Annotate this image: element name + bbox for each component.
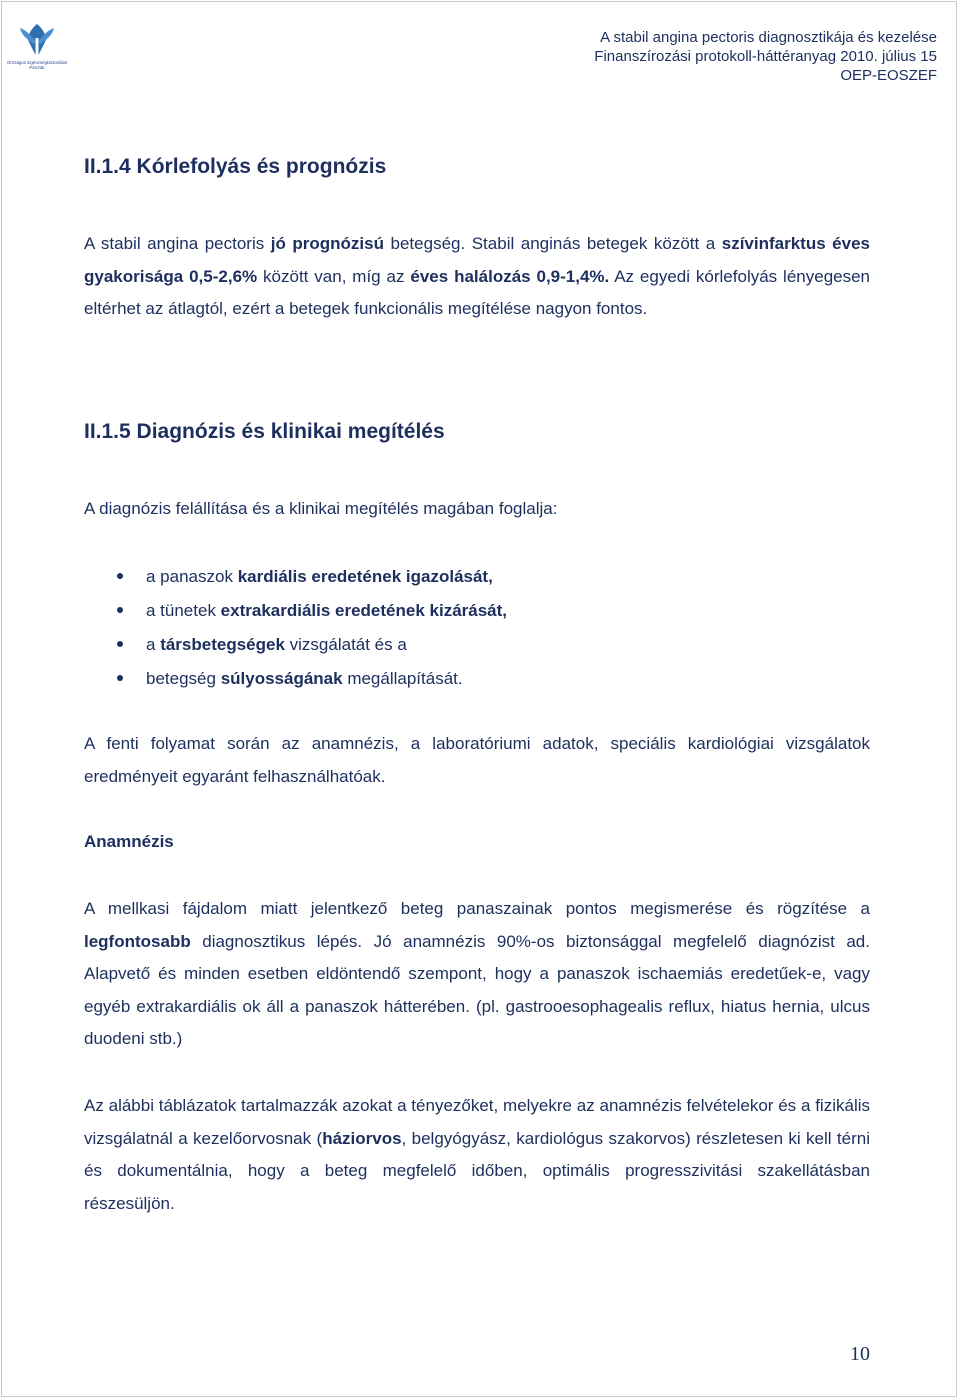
bold-run: legfontosabb: [84, 931, 191, 951]
list-item: [84, 628, 870, 662]
diagnosis-process: [84, 728, 870, 793]
text-run: Az alábbi táblázatok tartalmazzák azokat a tényezőket, melyekre az anamnézis felvételekor és a fizikális vizsgálatnál a kezelőorvosnak (: [84, 1096, 870, 1148]
anamnesis-paragraph-1: [84, 893, 870, 1056]
diagnosis-list: [84, 560, 870, 696]
text-run: a: [146, 635, 161, 654]
bold-run: éves halálozás 0,9-1,4%.: [410, 266, 610, 286]
bold-run: szívinfarktus éves gyakorisága 0,5-2,6%: [84, 234, 871, 286]
prognosis-paragraph: [84, 228, 870, 326]
text-run: között van, míg az: [257, 266, 411, 286]
text-run: a panaszok: [146, 567, 238, 586]
text-run: , belgyógyász, kardiológus szakorvos) részletesen ki kell térni és dokumentálnia, hogy a beteg megfelelő időben, optimális progresszivitási szakellátásban részesüljön.: [84, 1128, 871, 1213]
header-subtitle: Finanszírozási protokoll-háttéranyag 2010. július 15: [594, 48, 937, 65]
bold-run: társbetegségek: [160, 635, 285, 654]
diagnosis-intro-paragraph: A diagnózis felállítása és a klinikai megítélés magában foglalja:: [84, 499, 558, 518]
anamnesis-body: [84, 893, 870, 1056]
text-run: vizsgálatát és a: [284, 635, 407, 654]
document-header: [594, 28, 937, 85]
bold-run: extrakardiális eredetének kizárását,: [220, 601, 508, 620]
list-item: [84, 594, 870, 628]
page-number: 10: [850, 1343, 870, 1365]
text-run: a tünetek: [146, 601, 221, 620]
anamnesis-body-2: [84, 1090, 870, 1220]
section-course-body: [84, 228, 870, 326]
process-paragraph: A fenti folyamat során az anamnézis, a laboratóriumi adatok, speciális kardiológiai vizsgálatok eredményeit egyaránt felhasználhatóak.: [84, 734, 870, 786]
list-item: [84, 662, 870, 696]
diagnosis-intro: [84, 493, 870, 526]
text-run: betegség: [146, 669, 221, 688]
bold-run: súlyosságának: [220, 669, 343, 688]
institute-logo-icon: [6, 18, 68, 60]
header-title: A stabil angina pectoris diagnosztikája és kezelése: [600, 29, 937, 46]
header-org: OEP-EOSZEF: [840, 67, 937, 84]
text-run: betegség. Stabil anginás betegek között a: [384, 234, 722, 253]
list-item: [84, 560, 870, 594]
institute-logo: [6, 18, 68, 76]
anamnesis-paragraph-2: [84, 1090, 870, 1220]
bold-run: jó prognózisú: [270, 234, 384, 253]
section-heading-diagnosis: II.1.5 Diagnózis és klinikai megítélés: [84, 420, 445, 443]
logo-text: Országos Egészségbiztosítási Pénztár: [6, 60, 68, 70]
anamnesis-heading: Anamnézis: [84, 832, 174, 851]
section-heading-course: II.1.4 Kórlefolyás és prognózis: [84, 155, 387, 178]
text-run: A mellkasi fájdalom miatt jelentkező beteg panaszainak pontos megismerése és rögzítése a: [84, 899, 870, 918]
bold-run: kardiális eredetének igazolását,: [237, 567, 493, 586]
text-run: diagnosztikus lépés. Jó anamnézis 90%-os biztonsággal megfelelő diagnózist ad. Alapvető és minden esetben eldöntendő szempont, hogy a panaszok ischaemiás eredetűek-e, vagy egyéb extrakardiális ok áll a panaszok hátterében. (pl. gastrooesophagealis reflux, hiatus hernia, ulcus duodeni stb.): [84, 931, 870, 1048]
text-run: A stabil angina pectoris: [84, 234, 271, 253]
bold-run: háziorvos: [322, 1128, 402, 1148]
text-run: megállapítását.: [342, 669, 463, 688]
text-run: Az egyedi kórlefolyás lényegesen eltérhet az átlagtól, ezért a betegek funkcionális megítélése nagyon fontos.: [84, 266, 871, 318]
